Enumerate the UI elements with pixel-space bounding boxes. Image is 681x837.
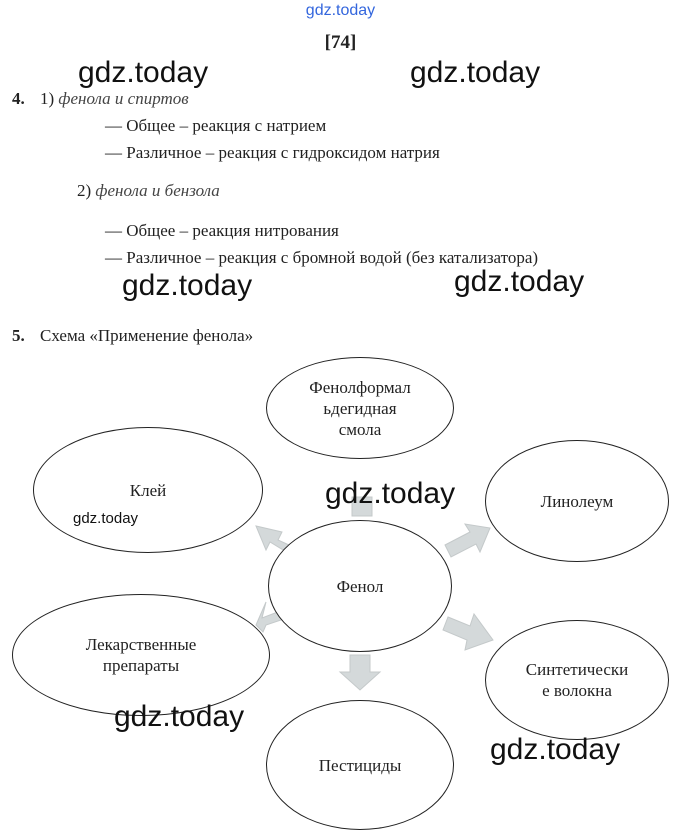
- q4-part1-prefix: 1): [40, 89, 55, 108]
- node-label: Синтетически е волокна: [525, 660, 629, 700]
- diagram-node-left-top: [33, 427, 263, 553]
- q4-part1-title: фенола и спиртов: [58, 89, 189, 108]
- diagram-node-right-bottom: [485, 620, 669, 740]
- watermark: gdz.today: [122, 269, 253, 302]
- q4-item: — Общее – реакция нитрования: [105, 221, 339, 240]
- node-label: Фенол: [336, 576, 384, 596]
- watermark: gdz.today: [454, 265, 585, 298]
- watermark: gdz.today: [325, 477, 456, 510]
- node-label: Клей: [129, 481, 167, 500]
- diagram-node-left-bottom: [12, 594, 270, 716]
- watermark: gdz.today: [114, 700, 245, 733]
- q4-item: — Различное – реакция с бромной водой (без катализатора): [105, 248, 539, 267]
- q4-part2-title: фенола и бензола: [95, 181, 220, 200]
- site-header[interactable]: gdz.today: [305, 2, 376, 19]
- watermark: gdz.today: [490, 733, 621, 766]
- q5-title: Схема «Применение фенола»: [40, 326, 254, 345]
- diagram-node-center: [268, 520, 452, 652]
- node-label: Фенолформал ьдегидная смола: [309, 377, 411, 439]
- arrow-right-bottom-icon: [443, 614, 493, 650]
- arrow-right-top-icon: [445, 524, 490, 557]
- q4-item: — Общее – реакция с натрием: [105, 116, 327, 135]
- diagram-node-right-top: [485, 440, 669, 562]
- q4-part2-prefix: 2): [77, 181, 92, 200]
- node-label: Лекарственные препараты: [85, 635, 197, 675]
- watermark: gdz.today: [73, 510, 139, 527]
- watermark: gdz.today: [78, 56, 209, 89]
- diagram-node-top: [266, 357, 454, 459]
- question-4-number: 4.: [12, 89, 25, 108]
- q4-item: — Различное – реакция с гидроксидом натрия: [105, 143, 440, 162]
- arrow-down-icon: [340, 655, 380, 690]
- page-number: [74]: [324, 32, 357, 53]
- node-label: Линолеум: [540, 491, 614, 511]
- watermark: gdz.today: [410, 56, 541, 89]
- node-label: Пестициды: [318, 755, 402, 775]
- question-5-number: 5.: [12, 326, 25, 345]
- diagram-node-bottom: [266, 700, 454, 830]
